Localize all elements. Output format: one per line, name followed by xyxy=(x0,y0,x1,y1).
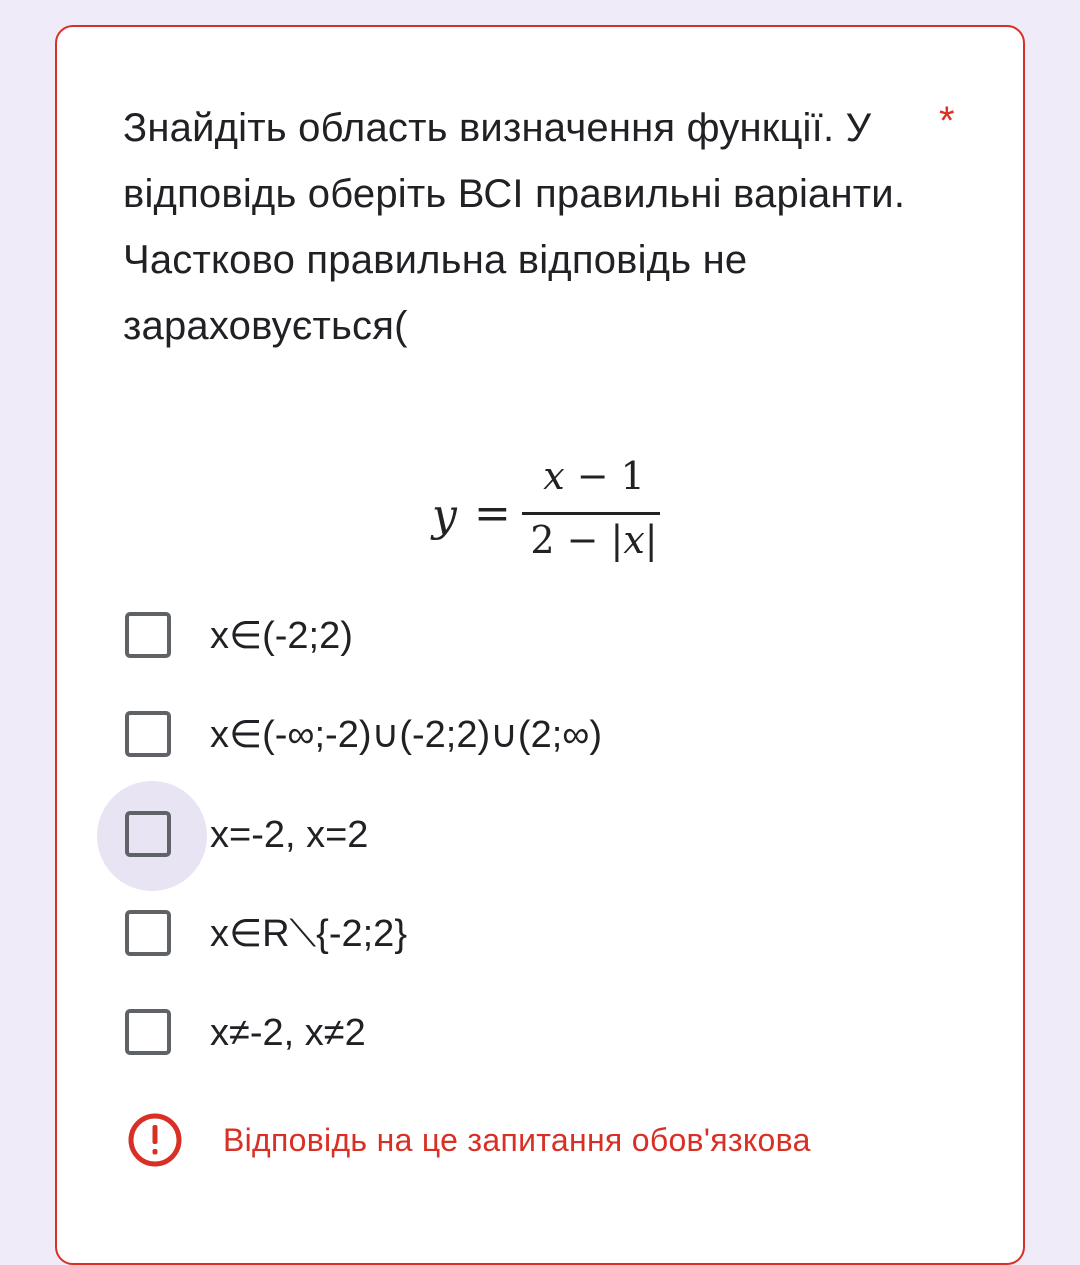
formula-equals: = xyxy=(474,488,511,539)
option-2[interactable] xyxy=(97,681,797,761)
option-1[interactable] xyxy=(97,582,797,662)
numerator-rest: − 1 xyxy=(564,454,645,498)
question-text: Знайдіть область визначення функції. У відповідь оберіть ВСІ правильні варіанти. Частково правильна відповідь не зараховується( xyxy=(123,106,906,348)
option-1-label[interactable]: x∈(-2;2) xyxy=(210,615,353,657)
numerator-var: x xyxy=(543,454,565,498)
required-error xyxy=(127,1112,927,1168)
option-5[interactable] xyxy=(97,979,797,1059)
option-3-label[interactable]: x=-2, x=2 xyxy=(210,814,369,856)
option-3[interactable] xyxy=(97,781,797,861)
denominator-var: x xyxy=(623,518,645,562)
formula-denominator xyxy=(524,518,664,562)
option-2-label[interactable]: x∈(-∞;-2)∪(-2;2)∪(2;∞) xyxy=(210,714,603,756)
option-3-checkbox[interactable] xyxy=(125,811,171,857)
denominator-lead: 2 − | xyxy=(530,518,624,562)
option-5-label[interactable]: x≠-2, x≠2 xyxy=(210,1012,366,1054)
question-card xyxy=(55,25,1025,1265)
required-marker: * xyxy=(939,99,955,143)
option-5-checkbox[interactable] xyxy=(125,1009,171,1055)
option-4-label[interactable]: x∈R⟍{-2;2} xyxy=(210,913,408,955)
denominator-tail: | xyxy=(644,518,658,562)
formula-lhs: y xyxy=(432,490,457,541)
error-icon xyxy=(127,1112,183,1168)
option-4-checkbox[interactable] xyxy=(125,910,171,956)
option-1-checkbox[interactable] xyxy=(125,612,171,658)
function-formula xyxy=(432,452,672,577)
fraction-bar xyxy=(522,512,660,515)
error-message: Відповідь на це запитання обов'язкова xyxy=(223,1122,811,1158)
option-2-checkbox[interactable] xyxy=(125,711,171,757)
formula-numerator xyxy=(524,454,664,498)
option-4[interactable] xyxy=(97,880,797,960)
